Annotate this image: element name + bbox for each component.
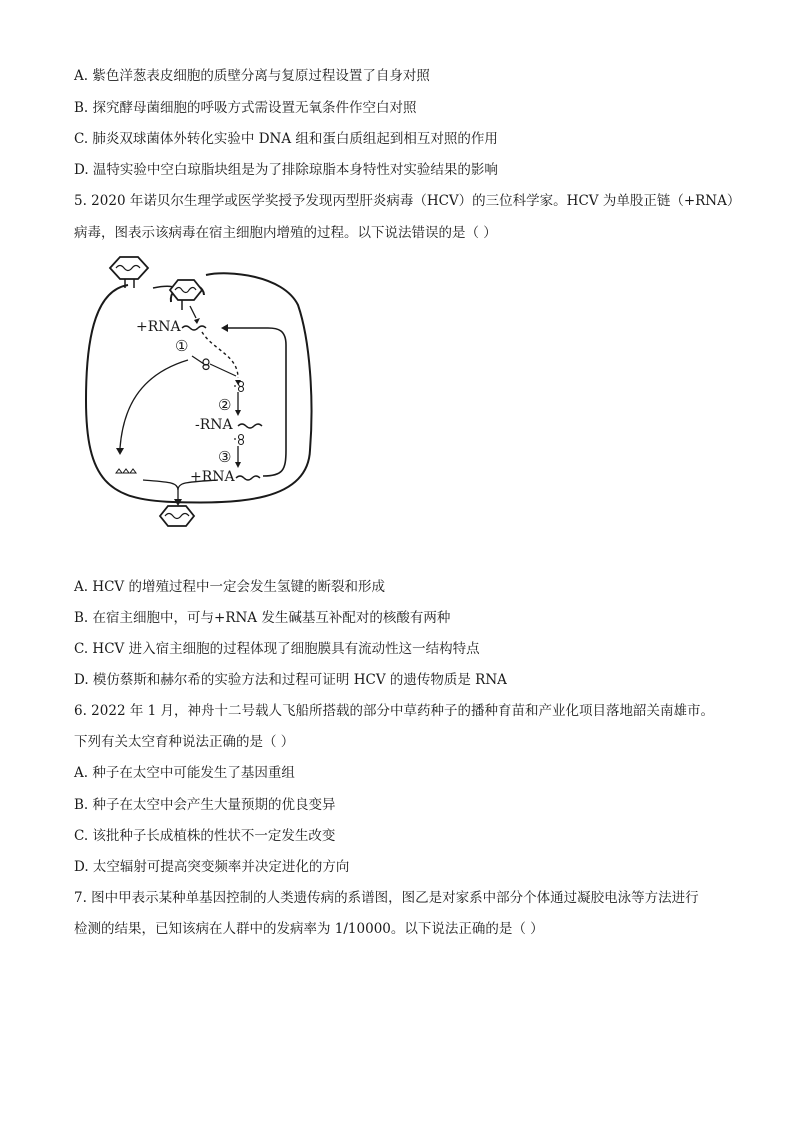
- virus-particle-released: [160, 506, 194, 526]
- label-minus-rna: -RNA: [195, 417, 233, 433]
- q6-stem-line2: 下列有关太空育种说法正确的是（ ）: [74, 734, 295, 750]
- label-plus-rna-bottom: +RNA: [190, 469, 235, 485]
- plus-rna-strand-bottom: [236, 476, 260, 480]
- q5-stem-line2: 病毒，图表示该病毒在宿主细胞内增殖的过程。以下说法错误的是（ ）: [74, 225, 497, 241]
- plus-rna-strand-top: [182, 326, 206, 330]
- step-3-label: ③: [218, 448, 232, 466]
- capsid-proteins-icon: [116, 469, 136, 473]
- q6-option-b: B. 种子在太空中会产生大量预期的优良变异: [74, 797, 336, 813]
- q4-option-c: C. 肺炎双球菌体外转化实验中 DNA 组和蛋白质组起到相互对照的作用: [74, 131, 498, 147]
- protein-synthesis-arrow: [120, 360, 188, 448]
- ribosome-icon: [203, 359, 209, 370]
- step-1-label: ①: [175, 337, 189, 355]
- replicase-icon-2: [234, 435, 244, 445]
- q5-option-d: D. 模仿蔡斯和赫尔希的实验方法和过程可证明 HCV 的遗传物质是 RNA: [74, 672, 507, 688]
- q6-option-c: C. 该批种子长成植株的性状不一定发生改变: [74, 828, 336, 844]
- q4-option-a: A. 紫色洋葱表皮细胞的质壁分离与复原过程设置了自身对照: [74, 68, 430, 84]
- assembly-arrow: [143, 480, 178, 490]
- q7-stem-line2: 检测的结果，已知该病在人群中的发病率为 1/10000。以下说法正确的是（ ）: [74, 921, 544, 937]
- q6-stem-line1: 6. 2022 年 1 月，神舟十二号载人飞船所搭载的部分中草药种子的播种育苗和产业化项目落地韶关南雄市。: [74, 703, 714, 719]
- replication-dashed-arrow: [202, 332, 238, 378]
- q5-option-a: A. HCV 的增殖过程中一定会发生氢键的断裂和形成: [74, 579, 385, 595]
- virus-particle-entering: [170, 280, 204, 310]
- hcv-replication-diagram: [78, 250, 318, 540]
- q4-option-d: D. 温特实验中空白琼脂块组是为了排除琼脂本身特性对实验结果的影响: [74, 162, 498, 178]
- q6-option-d: D. 太空辐射可提高突变频率并决定进化的方向: [74, 859, 350, 875]
- q6-option-a: A. 种子在太空中可能发生了基因重组: [74, 765, 295, 781]
- virus-particle-outside: [110, 257, 148, 288]
- label-plus-rna-top: +RNA: [136, 319, 181, 335]
- q4-option-b: B. 探究酵母菌细胞的呼吸方式需设置无氧条件作空白对照: [74, 100, 417, 116]
- q7-stem-line1: 7. 图中甲表示某种单基因控制的人类遗传病的系谱图，图乙是对家系中部分个体通过凝胶电泳等方法进行: [74, 890, 699, 906]
- recycle-arrow: [228, 328, 286, 476]
- replicase-icon-1: [234, 382, 244, 392]
- step-2-label: ②: [218, 396, 232, 414]
- minus-rna-strand: [238, 424, 262, 428]
- q5-option-b: B. 在宿主细胞中，可与+RNA 发生碱基互补配对的核酸有两种: [74, 610, 451, 626]
- q5-stem-line1: 5. 2020 年诺贝尔生理学或医学奖授予发现丙型肝炎病毒（HCV）的三位科学家。HCV 为单股正链（+RNA）: [74, 193, 741, 209]
- q5-option-c: C. HCV 进入宿主细胞的过程体现了细胞膜具有流动性这一结构特点: [74, 641, 480, 657]
